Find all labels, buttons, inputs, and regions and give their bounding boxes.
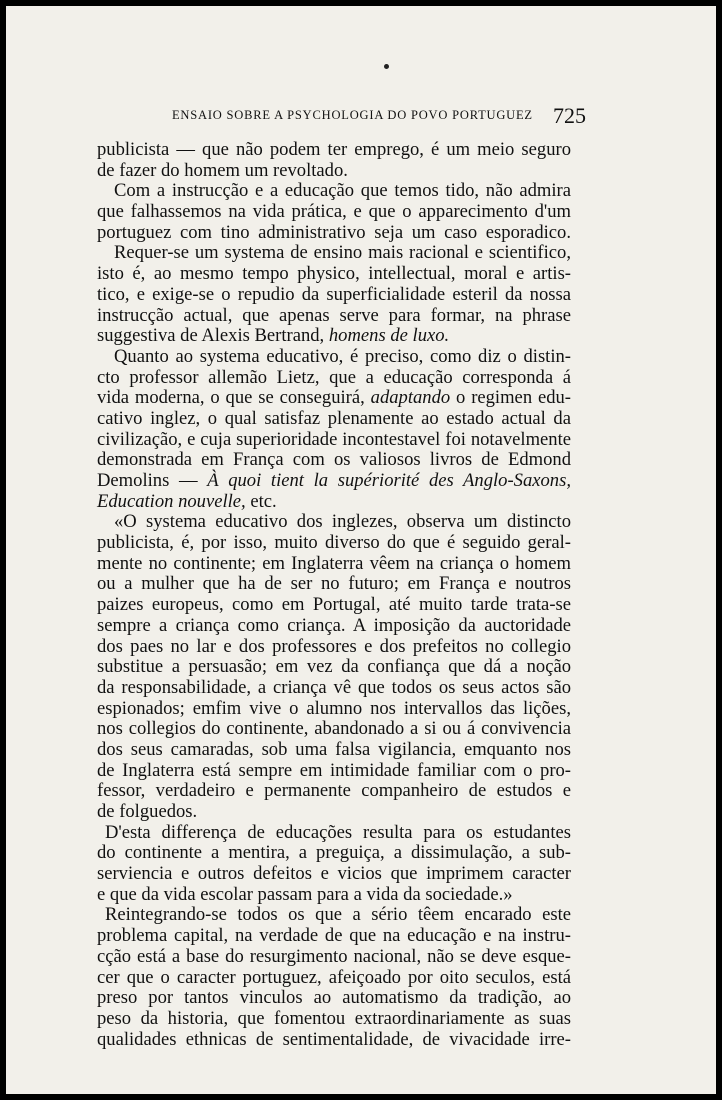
text-line: Com a instrucção e a educação que temos tido, não admira [114,180,571,202]
text-line: de Inglaterra está sempre em intimidade familiar com o pro- [97,759,571,781]
text-line: tico, e exige-se o repudio da superficialidade esteril da nossa [97,283,571,305]
text-line: cção está a base do resurgimento nacional, não se deve esque- [97,945,571,967]
text-line: vida moderna, o que se conseguirá, adaptando o regimen edu- [97,387,571,409]
text-line: mente no continente; em Inglaterra vêem na criança o homem [97,552,571,574]
text-line: que falhassemos na vida prática, e que o apparecimento d'um [97,201,571,223]
italic-phrase: homens de luxo. [328,325,450,347]
text-line: de folguedos. [97,801,198,822]
text-line: Education nouvelle, etc. [97,490,277,512]
text-line: publicista, é, por isso, muito diverso do que é seguido geral- [97,532,571,554]
text-line: suggestiva de Alexis Bertrand, homens de luxo. [97,325,450,347]
text-line: publicista — que não podem ter emprego, é um meio seguro [97,139,571,160]
text-line: dos seus camaradas, sob uma falsa vigilancia, emquanto nos [97,738,571,760]
text-line: qualidades ethnicas de sentimentalidade, de vivacidade irre- [97,1028,571,1050]
text-line: dos paes no lar e dos professores e dos prefeitos no collegio [97,635,571,657]
text-line: serviencia e outros defeitos e vicios que imprimem caracter [97,863,571,885]
ink-speck [384,64,389,69]
text-line: paizes europeus, como em Portugal, até muito tarde trata-se [97,594,571,616]
text-line: da responsabilidade, a criança vê que todos os seus actos são [97,676,571,698]
text-line: D'esta differença de educações resulta para os estudantes [105,821,571,843]
running-header: ENSAIO SOBRE A PSYCHOLOGIA DO POVO PORTUGUEZ [172,108,533,122]
text-line: Quanto ao systema educativo, é preciso, como diz o distin- [114,345,571,367]
text-line: cto professor allemão Lietz, que a educação corresponda á [97,366,571,388]
text-line: fessor, verdadeiro e permanente companheiro de estudos e [97,780,571,802]
text-line: nos collegios do continente, abandonado a si ou á convivencia [97,718,571,740]
text-line: espionados; emfim vive o alumno nos intervallos das lições, [97,697,571,719]
text-line: problema capital, na verdade de que na educação e na instru- [97,925,571,947]
text-line: cativo inglez, o qual satisfaz plenamente ao estado actual da [97,407,571,429]
text-line: «O systema educativo dos inglezes, observa um distincto [114,511,571,533]
text-line: e que da vida escolar passam para a vida da sociedade.» [97,883,513,905]
text-line: substitue a persuasão; em vez da confiança que dá a noção [97,656,571,678]
text-line: instrucção actual, que apenas serve para formar, na phrase [97,304,571,326]
text-line: isto é, ao mesmo tempo physico, intellectual, moral e artis- [97,263,571,285]
text-line: preso por tantos vinculos ao automatismo da tradição, ao [97,987,571,1009]
italic-phrase: Education nouvelle, [97,490,246,512]
italic-phrase: adaptando [370,387,451,409]
text-line: do continente a mentira, a preguiça, a dissimulação, a sub- [97,842,571,864]
text-line: de fazer do homem um revoltado. [97,159,348,181]
text-line: civilização, e cuja superioridade incontestavel foi notavelmente [97,428,571,450]
text-line: cer que o caracter portuguez, afeiçoado por oito seculos, está [97,966,571,988]
book-page [6,6,716,1094]
text-line: ou a mulher que ha de ser no futuro; em França e noutros [97,573,571,595]
body-text [97,140,571,1050]
text-line: peso da historia, que fomentou extraordinariamente as suas [97,1007,571,1029]
text-line: Requer-se um systema de ensino mais racional e scientifico, [114,242,571,264]
text-line: sempre a criança como criança. A imposição da auctoridade [97,614,571,636]
text-line: Demolins — À quoi tient la supériorité des Anglo-Saxons, [97,470,571,491]
text-line: portuguez com tino administrativo seja um caso esporadico. [97,221,571,243]
text-line: demonstrada em França com os valiosos livros de Edmond [97,449,571,471]
text-line: Reintegrando-se todos os que a sério têem encarado este [105,904,571,926]
page-number: 725 [553,103,586,128]
italic-phrase: À quoi tient la supériorité des Anglo-Saxons, [207,470,571,491]
